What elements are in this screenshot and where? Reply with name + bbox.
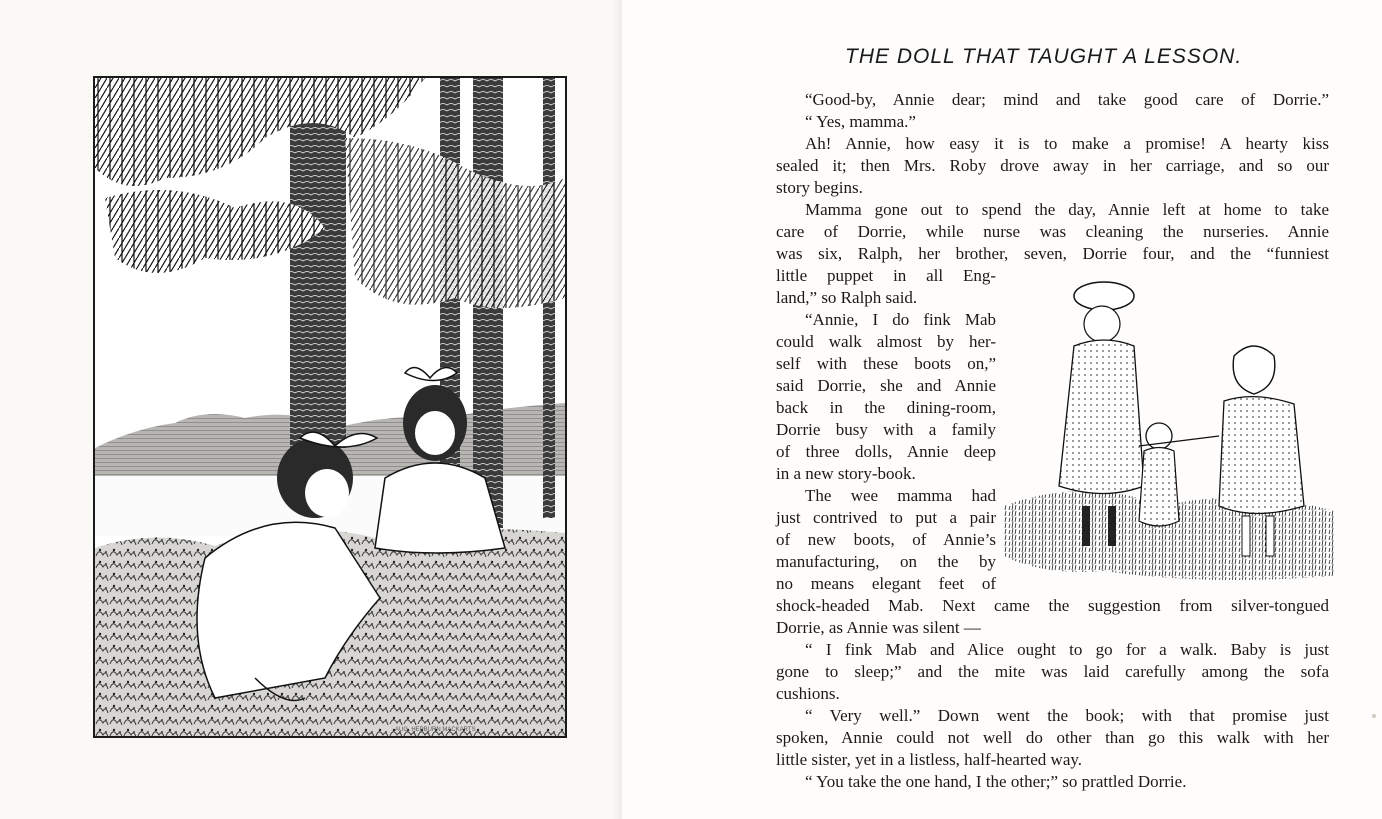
text-line: The wee mamma had <box>805 486 996 505</box>
text-line: little puppet in all Eng- <box>776 266 996 285</box>
text-line: story begins. <box>776 178 863 197</box>
text-line: “ I fink Mab and Alice ought to go for a walk. Baby is just <box>805 640 1329 659</box>
text-line: said Dorrie, she and Annie <box>776 376 996 395</box>
text-line: Mamma gone out to spend the day, Annie left at home to take <box>805 200 1329 219</box>
dolls-illustration <box>1004 276 1334 582</box>
text-line: cushions. <box>776 684 840 703</box>
text-line: in a new story-book. <box>776 464 916 483</box>
page-title: THE DOLL THAT TAUGHT A LESSON. <box>845 45 1243 68</box>
text-line: no means elegant feet of <box>776 574 996 593</box>
text-line: “ You take the one hand, I the other;” so prattled Dorrie. <box>805 772 1187 791</box>
text-line: manufacturing, on the by <box>776 552 996 571</box>
text-line: of three dolls, Annie deep <box>776 442 996 461</box>
text-line: just contrived to put a pair <box>776 508 996 527</box>
text-line: gone to sleep;” and the mite was laid carefully among the sofa <box>776 662 1329 681</box>
text-line: Dorrie, as Annie was silent — <box>776 618 981 637</box>
text-line: self with these boots on,” <box>776 354 996 373</box>
text-line: little sister, yet in a listless, half-hearted way. <box>776 750 1083 769</box>
left-page <box>0 0 622 819</box>
text-line: of new boots, of Annie’s <box>776 530 996 549</box>
text-line: land,” so Ralph said. <box>776 288 918 307</box>
text-line: Dorrie busy with a family <box>776 420 996 439</box>
woodland-illustration <box>93 76 567 738</box>
text-line: was six, Ralph, her brother, seven, Dorrie four, and the “funniest <box>776 244 1329 263</box>
page-speck <box>1372 714 1376 718</box>
illustration-signature: AUG. HEPBURN MACKARTS <box>395 727 476 733</box>
text-line: Ah! Annie, how easy it is to make a promise! A hearty kiss <box>805 134 1329 153</box>
text-line: “ Very well.” Down went the book; with that promise just <box>805 706 1329 725</box>
text-line: “Good-by, Annie dear; mind and take good care of Dorrie.” <box>805 90 1329 109</box>
text-line: could walk almost by her- <box>776 332 996 351</box>
text-line: back in the dining-room, <box>776 398 996 417</box>
text-line: spoken, Annie could not well do other than go this walk with her <box>776 728 1329 747</box>
text-line: shock-headed Mab. Next came the suggestion from silver-tongued <box>776 596 1329 615</box>
text-line: sealed it; then Mrs. Roby drove away in her carriage, and so our <box>776 156 1329 175</box>
text-line: “ Yes, mamma.” <box>805 112 916 131</box>
text-line: “Annie, I do fink Mab <box>805 310 996 329</box>
text-line: care of Dorrie, while nurse was cleaning the nurseries. Annie <box>776 222 1329 241</box>
